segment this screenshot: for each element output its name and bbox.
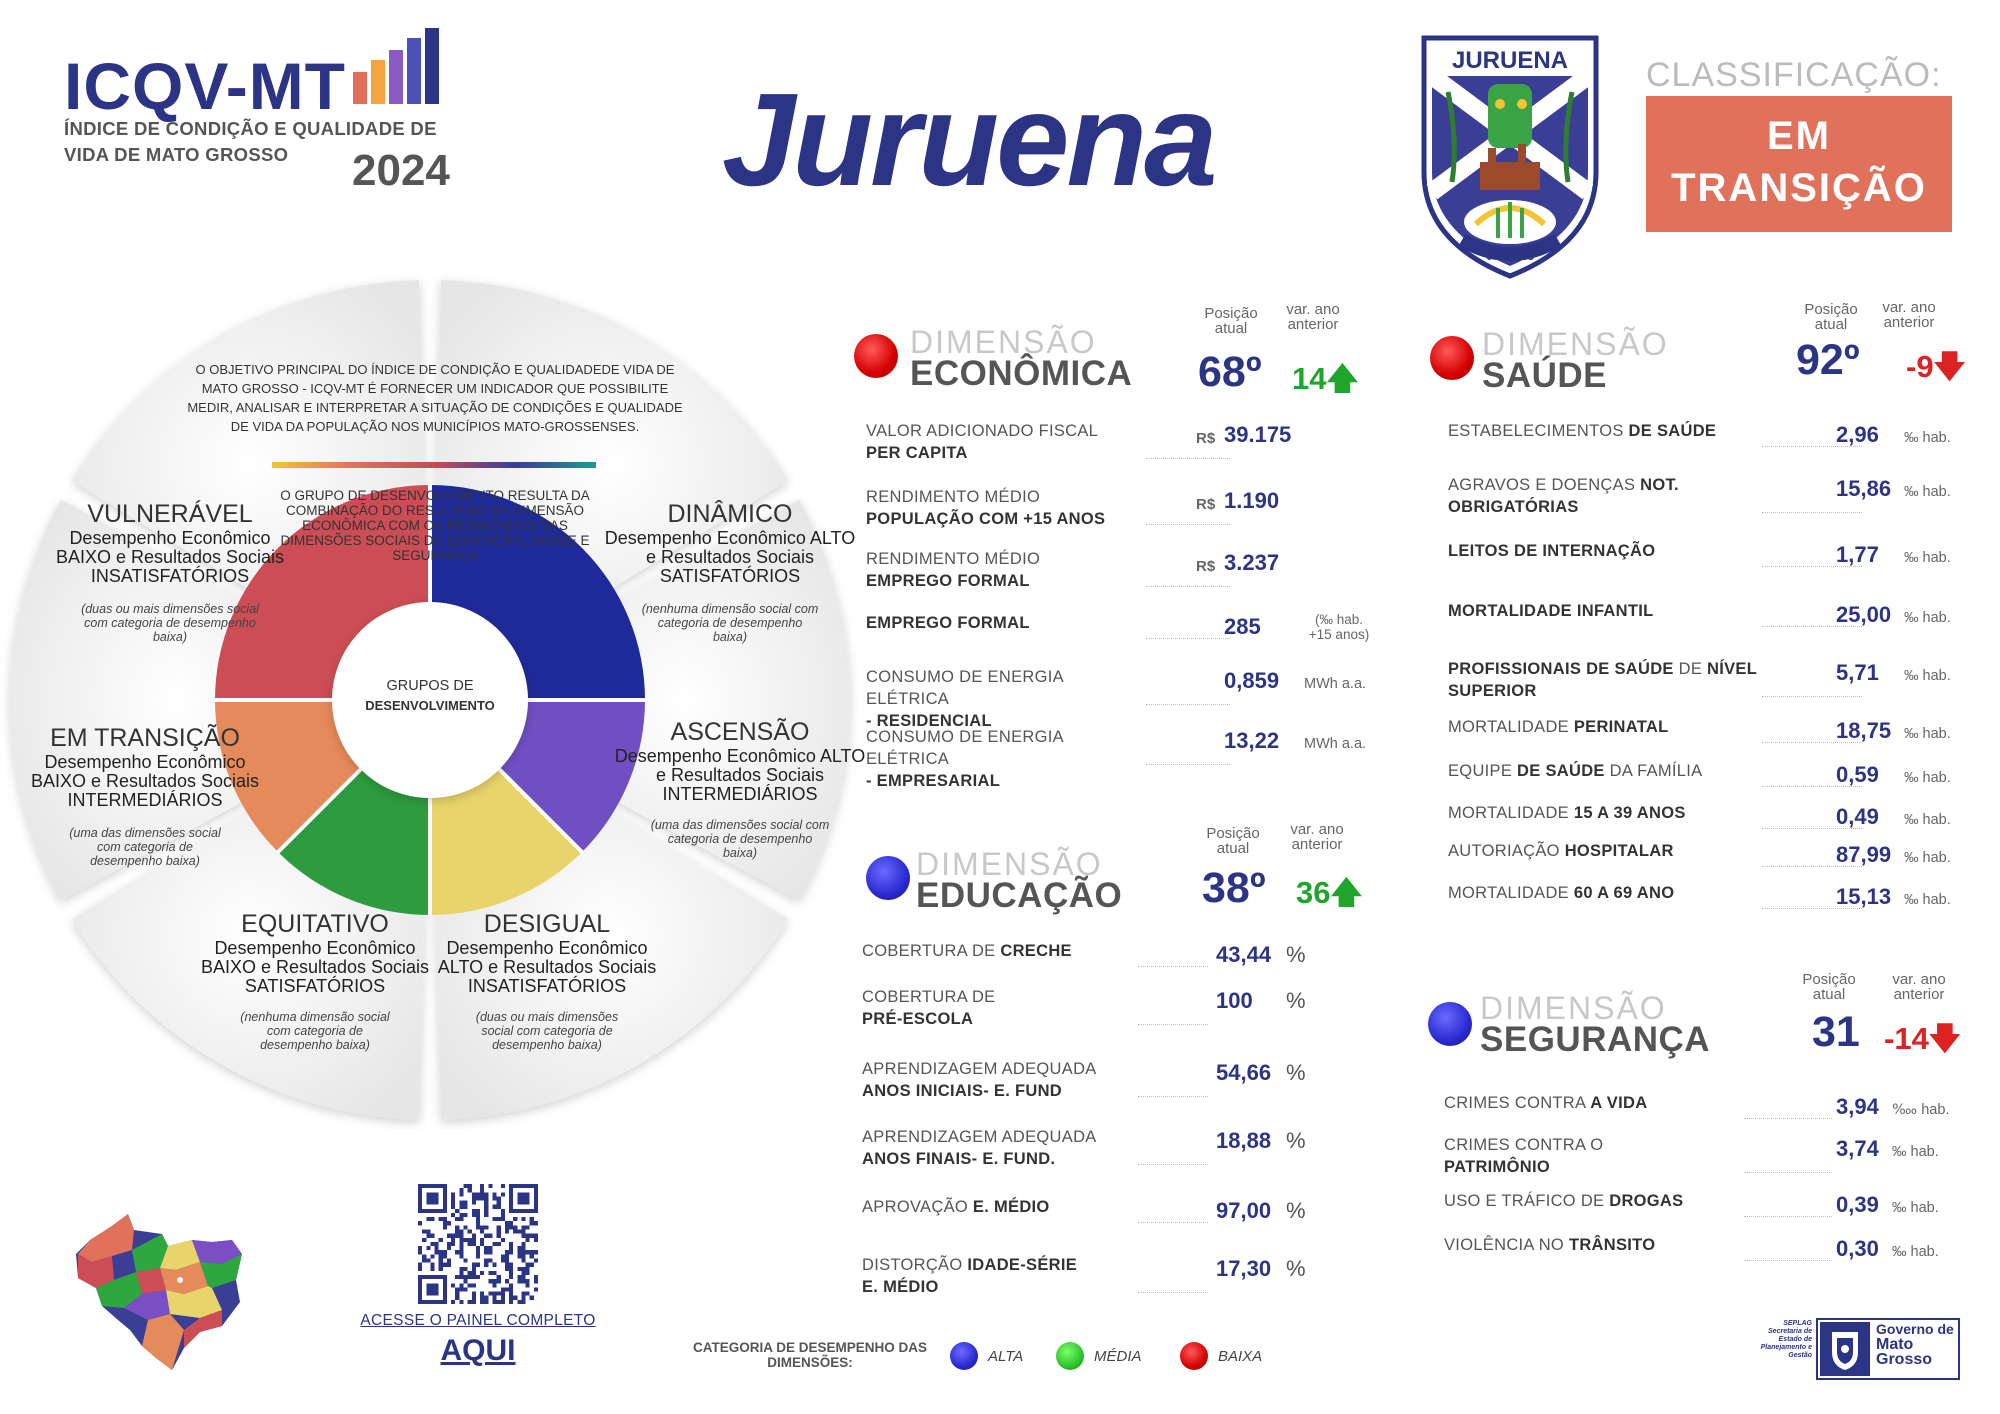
indicator-label: [1448, 540, 1778, 562]
indicator-label-line2: POPULAÇÃO COM +15 ANOS: [866, 510, 1106, 528]
group-em-transicao: [20, 724, 270, 868]
group-equitativo: [200, 910, 430, 1052]
saude-rank: 92º: [1796, 336, 1860, 384]
indicator-label-line1: RENDIMENTO MÉDIO: [866, 550, 1041, 568]
economica-dim-name: ECONÔMICA: [910, 354, 1133, 393]
indicator-label: [1448, 802, 1778, 824]
seguranca-dim-word: DIMENSÃO: [1480, 990, 1667, 1026]
educacao-indicator-list: [862, 936, 1312, 1306]
classification-value-line2: TRANSIÇÃO: [1671, 166, 1927, 210]
indicator-label-line1: AUTORIAÇÃO HOSPITALAR: [1448, 842, 1674, 860]
economica-var-label: [1270, 302, 1356, 332]
hub-label-line1: GRUPOS DE: [386, 678, 474, 694]
group-title: DINÂMICO: [667, 500, 793, 528]
legend-dot-green-icon: [1056, 1342, 1084, 1370]
indicator-value: 25,00: [1836, 602, 1892, 627]
indicator-label-line1: LEITOS DE INTERNAÇÃO: [1448, 542, 1656, 560]
indicator-label: [862, 1058, 1102, 1102]
var-label-line1: var. ano: [1892, 971, 1946, 988]
group-description: Desempenho Econômico BAIXO e Resultados Sociais SATISFATÓRIOS: [200, 938, 430, 996]
seguranca-var-value: -14: [1884, 1021, 1929, 1056]
seguranca-var-label: [1876, 972, 1962, 1002]
indicator-label: [1444, 1190, 1744, 1212]
group-title: DESIGUAL: [483, 910, 611, 938]
group-note: (uma das dimensões social com categoria de desempenho baixa): [69, 826, 221, 868]
group-title: ASCENSÃO: [670, 718, 810, 746]
gov-line1: Governo de: [1876, 1321, 1954, 1337]
indicator-value: 0,859: [1224, 668, 1280, 693]
group-desigual: [432, 910, 662, 1052]
indicator-row: [862, 1254, 1312, 1302]
currency-prefix: R$: [1196, 558, 1216, 575]
saude-status-dot-icon: [1430, 336, 1474, 380]
indicator-row: [1432, 1092, 1962, 1140]
indicator-label: [1448, 840, 1778, 862]
pos-label-line1: Posição: [1206, 825, 1260, 842]
indicator-unit: ‰ hab.: [1904, 892, 1951, 908]
indicator-row: [1432, 474, 1962, 522]
economica-pos-label: [1196, 306, 1266, 336]
indicator-label: [866, 666, 1136, 732]
indicator-unit: %: [1286, 1128, 1306, 1153]
dotted-leader: [1762, 512, 1862, 513]
indicator-value: 0,30: [1836, 1236, 1879, 1261]
indicator-unit: ‰ hab.: [1892, 1244, 1939, 1260]
saude-dim-word: DIMENSÃO: [1482, 326, 1669, 362]
dotted-leader: [1744, 1260, 1832, 1261]
indicator-label: [866, 420, 1136, 464]
indicator-row: [862, 1196, 1312, 1244]
indicator-unit: ‰ hab.: [1904, 430, 1951, 446]
indicator-label: [866, 612, 1136, 634]
indicator-label-line1: VALOR ADICIONADO FISCAL: [866, 422, 1099, 440]
indicator-label: [862, 940, 1102, 962]
legend-label: ALTA: [988, 1347, 1024, 1365]
indicator-label-line2: - RESIDENCIAL: [866, 712, 992, 730]
indicator-label-line2: SUPERIOR: [1448, 682, 1537, 700]
seplag-text: SEPLAG Secretaria de Estado de Planejamento e Gestão: [1760, 1320, 1812, 1359]
indicator-unit: ‰ hab.: [1904, 812, 1951, 828]
indicator-label-line2: E. MÉDIO: [862, 1278, 939, 1296]
legend-item-media: [1056, 1342, 1142, 1370]
indicator-unit: ‰ hab.: [1904, 550, 1951, 566]
group-description: Desempenho Econômico ALTO e Resultados Sociais SATISFATÓRIOS: [604, 528, 856, 586]
indicator-label-line2: PER CAPITA: [866, 444, 968, 462]
indicator-value: 0,49: [1836, 804, 1879, 829]
indicator-row: [862, 986, 1312, 1034]
legend-item-baixa: [1180, 1342, 1262, 1370]
indicator-label-line1: ESTABELECIMENTOS DE SAÚDE: [1448, 422, 1717, 440]
indicator-value: 18,75: [1836, 718, 1892, 743]
educacao-status-dot-icon: [866, 856, 910, 900]
var-label-line2: anterior: [1287, 316, 1339, 333]
indicator-value: 100: [1216, 988, 1253, 1013]
indicator-label: [1448, 474, 1778, 518]
indicator-label-line2: PATRIMÔNIO: [1444, 1158, 1550, 1176]
indicator-row: [1432, 658, 1962, 706]
indicator-label-line1: CRIMES CONTRA O: [1444, 1136, 1604, 1154]
gradient-divider: [272, 462, 596, 468]
indicator-value: 0,59: [1836, 762, 1879, 787]
indicator-label: [862, 986, 1102, 1030]
indicator-row: [1432, 840, 1962, 888]
indicator-value: 54,66: [1216, 1060, 1272, 1085]
var-label-line2: anterior: [1291, 836, 1343, 853]
saude-indicator-list: [1432, 414, 1962, 914]
group-ascensao: [610, 718, 870, 860]
dotted-leader: [1146, 638, 1230, 639]
indicator-value: 87,99: [1836, 842, 1892, 867]
indicator-value: 1.190: [1224, 488, 1280, 513]
saude-pos-label: [1796, 302, 1866, 332]
dotted-leader: [1744, 1118, 1832, 1119]
dotted-leader: [1138, 1096, 1208, 1097]
indicator-unit: ‰ hab.: [1904, 770, 1951, 786]
seguranca-rank: 31: [1812, 1008, 1860, 1056]
indicator-row: [866, 726, 1376, 790]
qr-code-icon[interactable]: [418, 1184, 538, 1304]
dotted-leader: [1146, 704, 1230, 705]
group-dinamico: [600, 500, 860, 644]
indicator-label-line1: MORTALIDADE 15 A 39 ANOS: [1448, 804, 1686, 822]
indicator-row: [1432, 1134, 1962, 1182]
indicator-row: [1432, 1234, 1962, 1282]
indicator-unit: %: [1286, 988, 1306, 1013]
crest-name: JURUENA: [1451, 47, 1569, 74]
var-label-line1: var. ano: [1286, 301, 1340, 318]
dotted-leader: [1146, 458, 1230, 459]
classification-label: CLASSIFICAÇÃO:: [1646, 56, 1942, 94]
logo-title: ICQV-MT: [64, 49, 346, 123]
group-note: (duas ou mais dimensões social com categoria de desempenho baixa): [81, 602, 259, 644]
pos-label-line1: Posição: [1802, 971, 1856, 988]
gov-text: [1876, 1322, 1954, 1367]
indicator-label-line1: USO E TRÁFICO DE DROGAS: [1444, 1192, 1684, 1210]
indicator-value: 1,77: [1836, 542, 1879, 567]
pos-label-line2: atual: [1812, 986, 1846, 1003]
currency-prefix: R$: [1196, 496, 1216, 513]
indicator-unit: %: [1286, 1060, 1306, 1085]
legend-title: CATEGORIA DE DESEMPENHO DAS DIMENSÕES:: [692, 1340, 928, 1370]
saude-dim-name: SAÚDE: [1482, 356, 1608, 395]
indicator-label-line1: MORTALIDADE 60 A 69 ANO: [1448, 884, 1675, 902]
indicator-label-line1: CONSUMO DE ENERGIA ELÉTRICA: [866, 728, 1064, 768]
seguranca-status-dot-icon: [1428, 1002, 1472, 1046]
indicator-label-line1: MORTALIDADE INFANTIL: [1448, 602, 1654, 620]
indicator-label: [1448, 658, 1778, 702]
var-label-line2: anterior: [1883, 314, 1935, 331]
indicator-value: 3.237: [1224, 550, 1280, 575]
gov-line3: Grosso: [1876, 1351, 1933, 1368]
arrow-down-icon: 🡇: [1928, 1021, 1961, 1056]
indicator-label-line2: OBRIGATÓRIAS: [1448, 498, 1579, 516]
indicator-value: 97,00: [1216, 1198, 1272, 1223]
indicator-unit: MWh a.a.: [1304, 676, 1367, 692]
legend-label: MÉDIA: [1094, 1347, 1142, 1365]
indicator-label-line1: APROVAÇÃO E. MÉDIO: [862, 1198, 1050, 1216]
var-label-line1: var. ano: [1882, 299, 1936, 316]
group-description: Desempenho Econômico ALTO e Resultados Sociais INTERMEDIÁRIOS: [614, 746, 866, 804]
educacao-var: [1296, 870, 1362, 923]
indicator-label-line1: EQUIPE DE SAÚDE DA FAMÍLIA: [1448, 762, 1703, 780]
indicator-label-line1: COBERTURA DE CRECHE: [862, 942, 1072, 960]
group-description: Desempenho Econômico BAIXO e Resultados Sociais INSATISFATÓRIOS: [55, 528, 285, 586]
indicator-label-line1: RENDIMENTO MÉDIO: [866, 488, 1041, 506]
dotted-leader: [1146, 764, 1230, 765]
dotted-leader: [1138, 1222, 1208, 1223]
pos-label-line2: atual: [1216, 840, 1250, 857]
legend-dot-blue-icon: [950, 1342, 978, 1370]
indicator-label-line1: MORTALIDADE PERINATAL: [1448, 718, 1669, 736]
indicator-value: 285: [1224, 614, 1261, 639]
economica-status-dot-icon: [854, 334, 898, 378]
indicator-label-line2: PRÉ-ESCOLA: [862, 1010, 974, 1028]
saude-var-label: [1866, 300, 1952, 330]
indicator-unit: ‱ hab.: [1892, 1102, 1950, 1118]
indicator-unit: (‰ hab. +15 anos): [1308, 612, 1370, 642]
legend-label: BAIXA: [1218, 1347, 1263, 1365]
hub-label-line2: DESENVOLVIMENTO: [365, 698, 495, 713]
indicator-label-line1: VIOLÊNCIA NO TRÂNSITO: [1444, 1236, 1656, 1254]
indicator-value: 15,86: [1836, 476, 1892, 501]
indicator-value: 13,22: [1224, 728, 1280, 753]
group-title: VULNERÁVEL: [87, 500, 253, 528]
indicator-unit: %: [1286, 1256, 1306, 1281]
classification-badge: [1646, 96, 1952, 232]
indicator-label: [1448, 600, 1778, 622]
indicator-label-line1: CRIMES CONTRA A VIDA: [1444, 1094, 1648, 1112]
dotted-leader: [1146, 586, 1230, 587]
indicator-label-line2: - EMPRESARIAL: [866, 772, 1001, 790]
pos-label-line2: atual: [1214, 320, 1248, 337]
arrow-up-icon: 🡅: [1326, 361, 1359, 396]
indicator-row: [866, 666, 1376, 730]
economica-indicator-list: [866, 416, 1376, 790]
wheel-hub-label: [350, 676, 510, 716]
indicator-row: [866, 420, 1376, 468]
group-title: EQUITATIVO: [241, 910, 389, 938]
indicator-label: [1444, 1134, 1744, 1178]
aqui-link[interactable]: AQUI: [440, 1334, 516, 1367]
indicator-value: 17,30: [1216, 1256, 1272, 1281]
indicator-unit: %: [1286, 1198, 1306, 1223]
educacao-dim-name: EDUCAÇÃO: [916, 876, 1123, 915]
indicator-row: [1432, 716, 1962, 764]
group-description: Desempenho Econômico ALTO e Resultados Sociais INSATISFATÓRIOS: [437, 938, 657, 996]
indicator-value: 5,71: [1836, 660, 1879, 685]
dotted-leader: [1744, 1216, 1832, 1217]
indicator-value: 43,44: [1216, 942, 1272, 967]
indicator-label: [862, 1126, 1102, 1170]
saude-var-value: -9: [1906, 349, 1934, 384]
indicator-value: 15,13: [1836, 884, 1892, 909]
indicator-label-line1: COBERTURA DE: [862, 988, 996, 1006]
currency-prefix: R$: [1196, 430, 1216, 447]
indicator-label: [1448, 716, 1778, 738]
dotted-leader: [1138, 1292, 1208, 1293]
indicator-value: 3,74: [1836, 1136, 1879, 1161]
indicator-value: 2,96: [1836, 422, 1879, 447]
seguranca-var: [1884, 1016, 1961, 1069]
educacao-var-label: [1274, 822, 1360, 852]
dotted-leader: [1744, 1172, 1832, 1173]
arrow-up-icon: 🡅: [1330, 875, 1363, 910]
indicator-row: [866, 486, 1376, 534]
government-logo: [1752, 1318, 1960, 1380]
crest-date: 04-07-88: [1485, 249, 1535, 263]
indicator-label-line1: CONSUMO DE ENERGIA ELÉTRICA: [866, 668, 1064, 708]
indicator-unit: ‰ hab.: [1904, 484, 1951, 500]
indicator-unit: MWh a.a.: [1304, 736, 1367, 752]
state-coat-of-arms-icon: [1820, 1322, 1870, 1376]
classification-value-line1: EM: [1767, 114, 1831, 158]
educacao-pos-label: [1198, 826, 1268, 856]
indicator-label: [862, 1254, 1102, 1298]
indicator-label-line1: PROFISSIONAIS DE SAÚDE DE NÍVEL: [1448, 660, 1758, 678]
indicator-unit: ‰ hab.: [1904, 610, 1951, 626]
indicator-label-line1: APRENDIZAGEM ADEQUADA: [862, 1128, 1097, 1146]
indicator-label-line2: ANOS INICIAIS- E. FUND: [862, 1082, 1063, 1100]
group-note: (nenhuma dimensão social com categoria de desempenho baixa): [641, 602, 819, 644]
seguranca-dim-name: SEGURANÇA: [1480, 1020, 1711, 1059]
mato-grosso-map-icon: [72, 1210, 244, 1372]
indicator-row: [1432, 540, 1962, 588]
educacao-rank: 38º: [1202, 864, 1266, 912]
economica-dim-word: DIMENSÃO: [910, 324, 1097, 360]
gov-line2: Mato: [1876, 1336, 1914, 1353]
indicator-label-line2: EMPREGO FORMAL: [866, 572, 1030, 590]
city-crest-icon: [1418, 32, 1602, 282]
indicator-unit: ‰ hab.: [1904, 726, 1951, 742]
group-description: Desempenho Econômico BAIXO e Resultados Sociais INTERMEDIÁRIOS: [30, 752, 260, 810]
indicator-row: [1432, 882, 1962, 930]
indicator-value: 0,39: [1836, 1192, 1879, 1217]
indicator-unit: ‰ hab.: [1904, 850, 1951, 866]
indicator-unit: ‰ hab.: [1892, 1144, 1939, 1160]
indicator-value: 3,94: [1836, 1094, 1879, 1119]
indicator-label: [1448, 760, 1778, 782]
arrow-down-icon: 🡇: [1933, 349, 1966, 384]
economica-var: [1292, 356, 1358, 409]
var-label-line2: anterior: [1893, 986, 1945, 1003]
dotted-leader: [1138, 1164, 1208, 1165]
city-title: Juruena: [722, 66, 1215, 213]
indicator-label: [1444, 1092, 1744, 1114]
indicator-label: [1448, 882, 1778, 904]
pos-label-line2: atual: [1814, 316, 1848, 333]
indicator-row: [862, 1126, 1312, 1174]
indicator-row: [1432, 760, 1962, 808]
indicator-row: [866, 612, 1376, 660]
indicator-row: [862, 940, 1312, 988]
group-note: (uma das dimensões social com categoria de desempenho baixa): [650, 818, 830, 860]
educacao-var-value: 36: [1296, 875, 1331, 910]
indicator-row: [866, 548, 1376, 596]
dotted-leader: [1138, 1024, 1208, 1025]
dotted-leader: [1146, 524, 1230, 525]
dotted-leader: [1762, 696, 1862, 697]
indicator-label: [1448, 420, 1778, 442]
indicator-value: 18,88: [1216, 1128, 1272, 1153]
logo-subtitle: ÍNDICE DE CONDIÇÃO E QUALIDADE DE VIDA DE MATO GROSSO: [64, 118, 437, 165]
legend-item-alta: [950, 1342, 1023, 1370]
indicator-label: [866, 548, 1136, 592]
seguranca-indicator-list: [1432, 1084, 1962, 1274]
seguranca-pos-label: [1794, 972, 1864, 1002]
indicator-row: [1432, 600, 1962, 648]
indicator-unit: %: [1286, 942, 1306, 967]
dotted-leader: [1138, 966, 1208, 967]
group-title: EM TRANSIÇÃO: [50, 724, 240, 752]
panel-link[interactable]: ACESSE O PAINEL COMPLETO: [360, 1312, 596, 1329]
indicator-unit: ‰ hab.: [1892, 1200, 1939, 1216]
logo-bar-chart-icon: [353, 28, 457, 104]
group-note: (nenhuma dimensão social com categoria de desempenho baixa): [240, 1010, 390, 1052]
indicator-label: [862, 1196, 1102, 1218]
indicator-row: [1432, 1190, 1962, 1238]
legend-dot-red-icon: [1180, 1342, 1208, 1370]
economica-var-value: 14: [1292, 361, 1327, 396]
group-explanation-text: O GRUPO DE DESENVOLVIMENTO RESULTA DA COMBINAÇÃO DO RESULTADO DA DIMENSÃO ECONÔMICA COM OS RESULTADOS DAS DIMENSÕES SOCIAIS DE EDUCAÇÃO, SAÚDE E SEGURANÇA: [280, 488, 590, 563]
var-label-line1: var. ano: [1290, 821, 1344, 838]
saude-var: [1906, 344, 1965, 397]
indicator-label: [866, 726, 1136, 792]
indicator-label: [866, 486, 1136, 530]
group-note: (duas ou mais dimensões social com categoria de desempenho baixa): [475, 1010, 619, 1052]
indicator-label: [1444, 1234, 1744, 1256]
economica-rank: 68º: [1198, 348, 1262, 396]
group-vulneravel: [40, 500, 300, 644]
indicator-row: [1432, 420, 1962, 468]
pos-label-line1: Posição: [1204, 305, 1258, 322]
pos-label-line1: Posição: [1804, 301, 1858, 318]
indicator-label-line2: ANOS FINAIS- E. FUND.: [862, 1150, 1056, 1168]
objective-text: O OBJETIVO PRINCIPAL DO ÍNDICE DE CONDIÇÃO E QUALIDADEDE VIDA DE MATO GROSSO - ICQV-MT É FORNECER UM INDICADOR QUE POSSIBILITE MEDIR, ANALISAR E INTERPRETAR A SITUAÇÃO DE CONDIÇÕES E QUALIDADE DE VIDA DA POPULAÇÃO NOS MUNICÍPIOS MATO-GROSSENSES.: [187, 362, 683, 434]
indicator-label-line1: APRENDIZAGEM ADEQUADA: [862, 1060, 1097, 1078]
indicator-label-line1: EMPREGO FORMAL: [866, 614, 1030, 632]
indicator-row: [862, 1058, 1312, 1106]
indicator-unit: ‰ hab.: [1904, 668, 1951, 684]
educacao-dim-word: DIMENSÃO: [916, 846, 1103, 882]
indicator-value: 39.175: [1224, 422, 1292, 447]
indicator-label-line1: DISTORÇÃO IDADE-SÉRIE: [862, 1256, 1078, 1274]
logo-year: 2024: [352, 146, 450, 195]
indicator-label-line1: AGRAVOS E DOENÇAS NOT.: [1448, 476, 1679, 494]
